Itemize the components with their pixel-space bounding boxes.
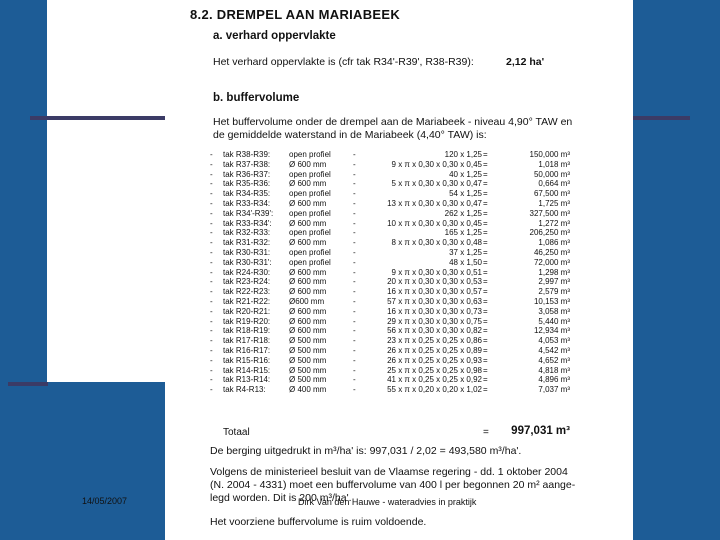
row-branch-name: tak R34-R35: bbox=[223, 189, 271, 199]
row-volume: 4,896 m³ bbox=[538, 375, 570, 385]
row-separator: - bbox=[353, 355, 356, 365]
right-accent-band bbox=[633, 0, 720, 540]
row-formula: 16 x π x 0,30 x 0,30 x 0,57 bbox=[387, 287, 482, 297]
row-equals: = bbox=[483, 385, 488, 395]
row-formula: 55 x π x 0,20 x 0,20 x 1,02 bbox=[387, 385, 482, 395]
table-row bbox=[210, 209, 570, 219]
table-row bbox=[210, 268, 570, 278]
footer-date: 14/05/2007 bbox=[82, 496, 128, 506]
table-row bbox=[210, 385, 570, 395]
footer-author: Dirk Van den Hauwe - wateradvies in praktijk bbox=[298, 497, 477, 507]
row-volume: 4,818 m³ bbox=[538, 365, 570, 375]
row-separator: - bbox=[353, 345, 356, 355]
row-dash: - bbox=[210, 345, 213, 355]
row-separator: - bbox=[353, 306, 356, 316]
row-branch-name: tak R18-R19: bbox=[223, 326, 271, 336]
row-formula: 29 x π x 0,30 x 0,30 x 0,75 bbox=[387, 316, 482, 326]
row-profile-type: Ø 500 mm bbox=[289, 365, 327, 375]
decree-line-3: legd worden. Dit is 200 m³/ha'. bbox=[210, 492, 352, 504]
total-equals: = bbox=[483, 427, 489, 438]
row-profile-type: Ø 600 mm bbox=[289, 218, 327, 228]
row-volume: 4,652 m³ bbox=[538, 355, 570, 365]
table-row bbox=[210, 375, 570, 385]
paved-area-value: 2,12 ha' bbox=[506, 56, 545, 68]
row-equals: = bbox=[483, 189, 488, 199]
row-volume: 12,934 m³ bbox=[533, 326, 570, 336]
section-title: 8.2. DREMPEL AAN MARIABEEK bbox=[190, 7, 401, 22]
row-dash: - bbox=[210, 150, 213, 159]
table-row bbox=[210, 179, 570, 189]
row-separator: - bbox=[353, 326, 356, 336]
row-equals: = bbox=[483, 277, 488, 287]
row-branch-name: tak R22-R23: bbox=[223, 287, 271, 297]
row-profile-type: Ø 600 mm bbox=[289, 287, 327, 297]
row-profile-type: Ø 500 mm bbox=[289, 336, 327, 346]
row-branch-name: tak R33-R34: bbox=[223, 198, 271, 208]
volume-table bbox=[210, 150, 570, 395]
table-row bbox=[210, 317, 570, 327]
row-profile-type: Ø600 mm bbox=[289, 296, 325, 306]
table-row bbox=[210, 160, 570, 170]
table-row bbox=[210, 170, 570, 180]
subheading-paved-area: a. verhard oppervlakte bbox=[213, 30, 336, 42]
row-profile-type: Ø 600 mm bbox=[289, 316, 327, 326]
row-branch-name: tak R36-R37: bbox=[223, 169, 271, 179]
row-profile-type: Ø 400 mm bbox=[289, 385, 327, 395]
row-formula: 120 x 1,25 bbox=[444, 150, 482, 159]
table-row bbox=[210, 219, 570, 229]
row-formula: 56 x π x 0,30 x 0,30 x 0,82 bbox=[387, 326, 482, 336]
row-separator: - bbox=[353, 247, 356, 257]
row-branch-name: tak R33-R34': bbox=[223, 218, 272, 228]
table-row bbox=[210, 287, 570, 297]
row-branch-name: tak R38-R39: bbox=[223, 150, 271, 159]
row-separator: - bbox=[353, 198, 356, 208]
row-volume: 4,053 m³ bbox=[538, 336, 570, 346]
row-equals: = bbox=[483, 267, 488, 277]
row-branch-name: tak R4-R13: bbox=[223, 385, 266, 395]
row-volume: 2,997 m³ bbox=[538, 277, 570, 287]
table-row bbox=[210, 258, 570, 268]
row-formula: 41 x π x 0,25 x 0,25 x 0,92 bbox=[387, 375, 482, 385]
row-dash: - bbox=[210, 179, 213, 189]
row-dash: - bbox=[210, 267, 213, 277]
row-separator: - bbox=[353, 218, 356, 228]
row-separator: - bbox=[353, 208, 356, 218]
row-separator: - bbox=[353, 277, 356, 287]
row-profile-type: Ø 500 mm bbox=[289, 345, 327, 355]
row-profile-type: Ø 600 mm bbox=[289, 277, 327, 287]
table-row bbox=[210, 356, 570, 366]
row-branch-name: tak R35-R36: bbox=[223, 179, 271, 189]
table-row bbox=[210, 238, 570, 248]
row-formula: 165 x 1,25 bbox=[444, 228, 482, 238]
row-dash: - bbox=[210, 169, 213, 179]
row-formula: 54 x 1,25 bbox=[449, 189, 482, 199]
row-formula: 57 x π x 0,30 x 0,30 x 0,63 bbox=[387, 296, 482, 306]
row-separator: - bbox=[353, 336, 356, 346]
row-dash: - bbox=[210, 355, 213, 365]
table-row bbox=[210, 248, 570, 258]
row-volume: 0,664 m³ bbox=[538, 179, 570, 189]
row-dash: - bbox=[210, 316, 213, 326]
row-equals: = bbox=[483, 169, 488, 179]
row-equals: = bbox=[483, 296, 488, 306]
row-profile-type: open profiel bbox=[289, 169, 331, 179]
row-formula: 9 x π x 0,30 x 0,30 x 0,51 bbox=[391, 267, 482, 277]
intro-line-2: de gemiddelde waterstand in de Mariabeek (4,40° TAW) is: bbox=[213, 129, 487, 141]
row-profile-type: Ø 600 mm bbox=[289, 267, 327, 277]
decree-line-1: Volgens de ministerieel besluit van de Vlaamse regering - dd. 1 oktober 2004 bbox=[210, 466, 568, 478]
row-volume: 327,500 m³ bbox=[529, 208, 570, 218]
row-equals: = bbox=[483, 247, 488, 257]
row-profile-type: Ø 500 mm bbox=[289, 375, 327, 385]
row-separator: - bbox=[353, 228, 356, 238]
row-separator: - bbox=[353, 375, 356, 385]
row-volume: 2,579 m³ bbox=[538, 287, 570, 297]
row-branch-name: tak R21-R22: bbox=[223, 296, 271, 306]
row-branch-name: tak R37-R38: bbox=[223, 159, 271, 169]
row-equals: = bbox=[483, 257, 488, 267]
row-equals: = bbox=[483, 306, 488, 316]
row-equals: = bbox=[483, 365, 488, 375]
row-dash: - bbox=[210, 189, 213, 199]
row-dash: - bbox=[210, 306, 213, 316]
row-dash: - bbox=[210, 198, 213, 208]
table-row bbox=[210, 307, 570, 317]
row-formula: 9 x π x 0,30 x 0,30 x 0,45 bbox=[391, 159, 482, 169]
row-formula: 37 x 1,25 bbox=[449, 247, 482, 257]
row-dash: - bbox=[210, 326, 213, 336]
row-dash: - bbox=[210, 287, 213, 297]
row-separator: - bbox=[353, 287, 356, 297]
storage-text: De berging uitgedrukt in m³/ha' is: 997,031 / 2,02 = 493,580 m³/ha'. bbox=[210, 445, 522, 457]
lower-left-accent-band bbox=[0, 382, 165, 540]
row-separator: - bbox=[353, 257, 356, 267]
table-row bbox=[210, 150, 570, 160]
row-formula: 8 x π x 0,30 x 0,30 x 0,48 bbox=[391, 238, 482, 248]
row-dash: - bbox=[210, 365, 213, 375]
row-profile-type: Ø 500 mm bbox=[289, 355, 327, 365]
row-separator: - bbox=[353, 385, 356, 395]
row-volume: 1,086 m³ bbox=[538, 238, 570, 248]
row-dash: - bbox=[210, 208, 213, 218]
decree-line-2: (N. 2004 - 4331) moet een buffervolume van 400 l per begonnen 20 m² aange- bbox=[210, 479, 576, 491]
row-branch-name: tak R30-R31': bbox=[223, 257, 272, 267]
row-formula: 26 x π x 0,25 x 0,25 x 0,89 bbox=[387, 345, 482, 355]
row-equals: = bbox=[483, 326, 488, 336]
intro-line-1: Het buffervolume onder de drempel aan de Mariabeek - niveau 4,90° TAW en bbox=[213, 116, 573, 128]
row-formula: 25 x π x 0,25 x 0,25 x 0,98 bbox=[387, 365, 482, 375]
row-profile-type: Ø 600 mm bbox=[289, 179, 327, 189]
row-branch-name: tak R24-R30: bbox=[223, 267, 271, 277]
row-dash: - bbox=[210, 385, 213, 395]
row-profile-type: Ø 600 mm bbox=[289, 238, 327, 248]
conclusion-text: Het voorziene buffervolume is ruim voldoende. bbox=[210, 516, 427, 528]
total-value: 997,031 m³ bbox=[511, 425, 570, 437]
paved-area-text: Het verhard oppervlakte is (cfr tak R34'-R39', R38-R39): bbox=[213, 56, 474, 68]
row-dash: - bbox=[210, 277, 213, 287]
row-equals: = bbox=[483, 287, 488, 297]
table-row bbox=[210, 326, 570, 336]
row-dash: - bbox=[210, 218, 213, 228]
row-profile-type: open profiel bbox=[289, 208, 331, 218]
row-formula: 5 x π x 0,30 x 0,30 x 0,47 bbox=[391, 179, 482, 189]
row-separator: - bbox=[353, 189, 356, 199]
row-volume: 50,000 m³ bbox=[533, 169, 570, 179]
row-branch-name: tak R23-R24: bbox=[223, 277, 271, 287]
row-separator: - bbox=[353, 159, 356, 169]
row-branch-name: tak R30-R31: bbox=[223, 247, 271, 257]
row-volume: 1,298 m³ bbox=[538, 267, 570, 277]
row-profile-type: open profiel bbox=[289, 247, 331, 257]
row-dash: - bbox=[210, 228, 213, 238]
row-profile-type: Ø 600 mm bbox=[289, 159, 327, 169]
row-volume: 5,440 m³ bbox=[538, 316, 570, 326]
left-accent-band bbox=[0, 0, 47, 382]
row-separator: - bbox=[353, 179, 356, 189]
row-branch-name: tak R34'-R39': bbox=[223, 208, 274, 218]
row-profile-type: open profiel bbox=[289, 228, 331, 238]
row-branch-name: tak R13-R14: bbox=[223, 375, 271, 385]
row-formula: 13 x π x 0,30 x 0,30 x 0,47 bbox=[387, 198, 482, 208]
row-formula: 23 x π x 0,25 x 0,25 x 0,86 bbox=[387, 336, 482, 346]
row-separator: - bbox=[353, 267, 356, 277]
total-row bbox=[210, 425, 570, 439]
row-equals: = bbox=[483, 345, 488, 355]
row-formula: 48 x 1,50 bbox=[449, 257, 482, 267]
row-volume: 3,058 m³ bbox=[538, 306, 570, 316]
row-volume: 1,272 m³ bbox=[538, 218, 570, 228]
row-separator: - bbox=[353, 316, 356, 326]
row-volume: 67,500 m³ bbox=[533, 189, 570, 199]
row-formula: 16 x π x 0,30 x 0,30 x 0,73 bbox=[387, 306, 482, 316]
row-branch-name: tak R14-R15: bbox=[223, 365, 271, 375]
row-volume: 10,153 m³ bbox=[533, 296, 570, 306]
row-equals: = bbox=[483, 238, 488, 248]
row-dash: - bbox=[210, 375, 213, 385]
row-separator: - bbox=[353, 365, 356, 375]
row-profile-type: open profiel bbox=[289, 150, 331, 159]
row-volume: 72,000 m³ bbox=[533, 257, 570, 267]
row-branch-name: tak R17-R18: bbox=[223, 336, 271, 346]
table-row bbox=[210, 189, 570, 199]
row-volume: 46,250 m³ bbox=[533, 247, 570, 257]
row-equals: = bbox=[483, 179, 488, 189]
row-separator: - bbox=[353, 296, 356, 306]
row-equals: = bbox=[483, 159, 488, 169]
row-equals: = bbox=[483, 316, 488, 326]
row-volume: 206,250 m³ bbox=[529, 228, 570, 238]
row-volume: 7,037 m³ bbox=[538, 385, 570, 395]
row-formula: 20 x π x 0,30 x 0,30 x 0,53 bbox=[387, 277, 482, 287]
row-formula: 26 x π x 0,25 x 0,25 x 0,93 bbox=[387, 355, 482, 365]
table-row bbox=[210, 228, 570, 238]
row-branch-name: tak R20-R21: bbox=[223, 306, 271, 316]
row-dash: - bbox=[210, 257, 213, 267]
row-equals: = bbox=[483, 375, 488, 385]
row-equals: = bbox=[483, 198, 488, 208]
row-equals: = bbox=[483, 208, 488, 218]
row-profile-type: open profiel bbox=[289, 189, 331, 199]
row-equals: = bbox=[483, 355, 488, 365]
row-equals: = bbox=[483, 228, 488, 238]
row-dash: - bbox=[210, 336, 213, 346]
row-branch-name: tak R16-R17: bbox=[223, 345, 271, 355]
row-branch-name: tak R19-R20: bbox=[223, 316, 271, 326]
table-row bbox=[210, 346, 570, 356]
row-separator: - bbox=[353, 169, 356, 179]
row-volume: 1,018 m³ bbox=[538, 159, 570, 169]
table-row bbox=[210, 297, 570, 307]
row-formula: 262 x 1,25 bbox=[444, 208, 482, 218]
row-dash: - bbox=[210, 159, 213, 169]
table-row bbox=[210, 277, 570, 287]
row-dash: - bbox=[210, 296, 213, 306]
row-branch-name: tak R31-R32: bbox=[223, 238, 271, 248]
row-dash: - bbox=[210, 247, 213, 257]
row-equals: = bbox=[483, 336, 488, 346]
total-label: Totaal bbox=[223, 427, 250, 438]
row-branch-name: tak R32-R33: bbox=[223, 228, 271, 238]
row-separator: - bbox=[353, 150, 356, 159]
row-profile-type: open profiel bbox=[289, 257, 331, 267]
row-dash: - bbox=[210, 238, 213, 248]
row-profile-type: Ø 600 mm bbox=[289, 306, 327, 316]
table-row bbox=[210, 199, 570, 209]
row-formula: 40 x 1,25 bbox=[449, 169, 482, 179]
row-volume: 150,000 m³ bbox=[529, 150, 570, 159]
row-volume: 4,542 m³ bbox=[538, 345, 570, 355]
row-branch-name: tak R15-R16: bbox=[223, 355, 271, 365]
row-equals: = bbox=[483, 218, 488, 228]
table-row bbox=[210, 366, 570, 376]
row-volume: 1,725 m³ bbox=[538, 198, 570, 208]
row-profile-type: Ø 600 mm bbox=[289, 326, 327, 336]
row-profile-type: Ø 600 mm bbox=[289, 198, 327, 208]
row-formula: 10 x π x 0,30 x 0,30 x 0,45 bbox=[387, 218, 482, 228]
row-equals: = bbox=[483, 150, 488, 159]
row-separator: - bbox=[353, 238, 356, 248]
table-row bbox=[210, 336, 570, 346]
short-rule bbox=[8, 382, 48, 386]
subheading-buffer-volume: b. buffervolume bbox=[213, 92, 300, 104]
